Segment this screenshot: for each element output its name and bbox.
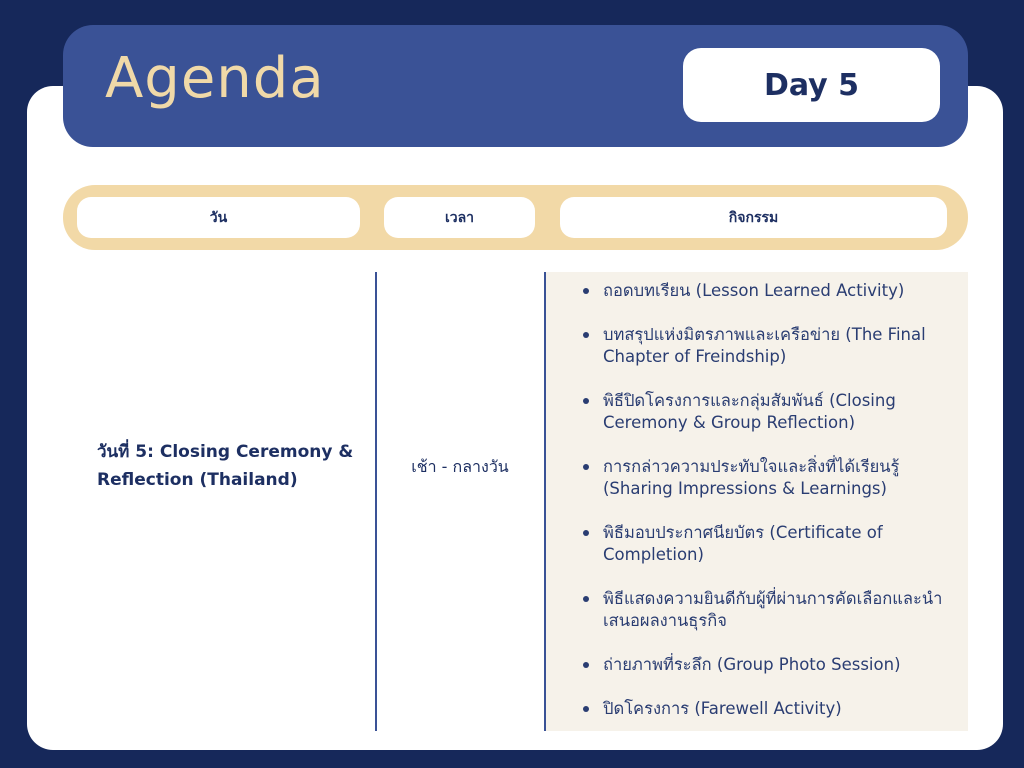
column-divider (375, 272, 377, 731)
list-item (581, 522, 966, 566)
activity-text: ถอดบทเรียน (Lesson Learned Activity) (603, 281, 905, 300)
column-header-time-label: เวลา (444, 209, 475, 226)
bullet-icon (583, 530, 589, 536)
column-header-activity (560, 197, 947, 238)
column-header-day-label: วัน (209, 209, 228, 226)
column-header-activity-label: กิจกรรม (728, 209, 779, 226)
list-item (581, 324, 966, 368)
list-item (581, 654, 966, 676)
bullet-icon (583, 464, 589, 470)
activity-text: ปิดโครงการ (Farewell Activity) (603, 699, 842, 718)
list-item (581, 456, 966, 500)
page-title: Agenda (105, 46, 325, 111)
activity-text: พิธีมอบประกาศนียบัตร (Certificate of Completion) (603, 523, 883, 564)
bullet-icon (583, 596, 589, 602)
activity-text: ถ่ายภาพที่ระลึก (Group Photo Session) (603, 655, 901, 674)
column-header-day (77, 197, 360, 238)
list-item (581, 390, 966, 434)
activity-text: บทสรุปแห่งมิตรภาพและเครือข่าย (The Final Chapter of Freindship) (603, 325, 926, 366)
bullet-icon (583, 398, 589, 404)
header-banner (63, 25, 968, 147)
bullet-icon (583, 332, 589, 338)
day-badge (683, 48, 940, 122)
table-header (63, 185, 968, 250)
activity-text: พิธีแสดงความยินดีกับผู้ที่ผ่านการคัดเลือกและนำเสนอผลงานธุรกิจ (603, 589, 943, 630)
day-cell: วันที่ 5: Closing Ceremony & Reflection (Thailand) (97, 442, 354, 490)
day-badge-label: Day 5 (763, 67, 860, 103)
bullet-icon (583, 706, 589, 712)
bullet-icon (583, 662, 589, 668)
time-cell: เช้า - กลางวัน (411, 457, 509, 476)
column-header-time (384, 197, 535, 238)
activity-text: การกล่าวความประทับใจและสิ่งที่ได้เรียนรู้ (Sharing Impressions & Learnings) (603, 457, 900, 498)
list-item (581, 588, 966, 632)
bullet-icon (583, 288, 589, 294)
activity-list (581, 280, 966, 742)
activity-text: พิธีปิดโครงการและกลุ่มสัมพันธ์ (Closing Ceremony & Group Reflection) (603, 391, 896, 432)
column-divider (544, 272, 546, 731)
list-item (581, 280, 966, 302)
list-item (581, 698, 966, 720)
